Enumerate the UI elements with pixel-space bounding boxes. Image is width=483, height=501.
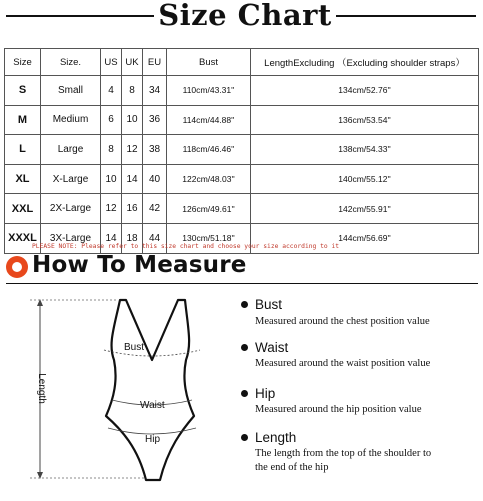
- cell-length: 138cm/54.33'': [251, 135, 479, 165]
- cell-size-name: Large: [41, 135, 101, 165]
- cell-size: XXXL: [5, 223, 41, 253]
- cell-eu: 34: [143, 76, 167, 106]
- size-note: PLEASE NOTE: Please refer to this size chart and choose your size according to it: [32, 243, 340, 250]
- cell-size: S: [5, 76, 41, 106]
- header-size-name: Size.: [41, 49, 101, 76]
- cell-bust: 118cm/46.46'': [167, 135, 251, 165]
- cell-uk: 18: [122, 223, 143, 253]
- measure-item-desc: the end of the hip: [255, 462, 329, 473]
- cell-eu: 42: [143, 194, 167, 224]
- bullet-icon: [241, 434, 248, 441]
- cell-uk: 10: [122, 105, 143, 135]
- table-row: [5, 135, 479, 165]
- cell-size-name: 2X-Large: [41, 194, 101, 224]
- size-chart-header: [0, 0, 483, 36]
- header-uk: UK: [122, 49, 143, 76]
- how-to-measure-title: How To Measure: [32, 252, 247, 278]
- measure-item-title: Length: [255, 430, 297, 445]
- bullet-icon: [241, 301, 248, 308]
- swimsuit-diagram: [0, 288, 240, 496]
- table-row: [5, 76, 479, 106]
- bullet-icon: [241, 390, 248, 397]
- cell-bust: 110cm/43.31'': [167, 76, 251, 106]
- header-us: US: [101, 49, 122, 76]
- size-table: [4, 48, 479, 254]
- cell-uk: 14: [122, 164, 143, 194]
- cell-size: M: [5, 105, 41, 135]
- header-length: LengthExcluding （Excluding shoulder straps）: [251, 49, 479, 76]
- title-rule-left: [6, 15, 154, 17]
- header-bust: Bust: [167, 49, 251, 76]
- cell-size-name: Medium: [41, 105, 101, 135]
- cell-length: 136cm/53.54'': [251, 105, 479, 135]
- measure-item-title: Waist: [255, 340, 289, 355]
- measure-item-title: Bust: [255, 297, 283, 312]
- measure-item-desc: The length from the top of the shoulder to: [255, 448, 432, 459]
- measure-icon: [6, 256, 28, 278]
- cell-size: XL: [5, 164, 41, 194]
- cell-size-name: 3X-Large: [41, 223, 101, 253]
- cell-uk: 12: [122, 135, 143, 165]
- cell-bust: 114cm/44.88'': [167, 105, 251, 135]
- cell-us: 12: [101, 194, 122, 224]
- cell-size-name: X-Large: [41, 164, 101, 194]
- header-size: Size: [5, 49, 41, 76]
- bullet-icon: [241, 344, 248, 351]
- cell-eu: 36: [143, 105, 167, 135]
- cell-eu: 38: [143, 135, 167, 165]
- diagram-hip-label: Hip: [145, 434, 161, 445]
- cell-bust: 126cm/49.61'': [167, 194, 251, 224]
- cell-us: 10: [101, 164, 122, 194]
- cell-length: 144cm/56.69'': [251, 223, 479, 253]
- cell-bust: 122cm/48.03'': [167, 164, 251, 194]
- cell-uk: 16: [122, 194, 143, 224]
- measure-item-desc: Measured around the hip position value: [255, 404, 422, 415]
- cell-us: 6: [101, 105, 122, 135]
- cell-length: 142cm/55.91'': [251, 194, 479, 224]
- cell-size: XXL: [5, 194, 41, 224]
- title-rule-right: [336, 15, 476, 17]
- measure-item-title: Hip: [255, 386, 276, 401]
- table-row: [5, 105, 479, 135]
- table-header-row: [5, 49, 479, 76]
- diagram-bust-label: Bust: [124, 342, 145, 353]
- cell-length: 134cm/52.76'': [251, 76, 479, 106]
- measure-item-desc: Measured around the chest position value: [255, 316, 430, 327]
- diagram-waist-label: Waist: [140, 400, 165, 411]
- cell-uk: 8: [122, 76, 143, 106]
- measure-item-desc: Measured around the waist position value: [255, 358, 431, 369]
- cell-size: L: [5, 135, 41, 165]
- table-row: [5, 164, 479, 194]
- cell-bust: 130cm/51.18'': [167, 223, 251, 253]
- section-divider: [6, 283, 478, 284]
- table-row: [5, 194, 479, 224]
- header-eu: EU: [143, 49, 167, 76]
- cell-length: 140cm/55.12'': [251, 164, 479, 194]
- swimsuit-outline: [106, 300, 194, 480]
- page-title: Size Chart: [158, 0, 332, 32]
- cell-us: 14: [101, 223, 122, 253]
- diagram-length-label: Length: [35, 373, 47, 404]
- cell-eu: 40: [143, 164, 167, 194]
- cell-size-name: Small: [41, 76, 101, 106]
- cell-eu: 44: [143, 223, 167, 253]
- cell-us: 8: [101, 135, 122, 165]
- cell-us: 4: [101, 76, 122, 106]
